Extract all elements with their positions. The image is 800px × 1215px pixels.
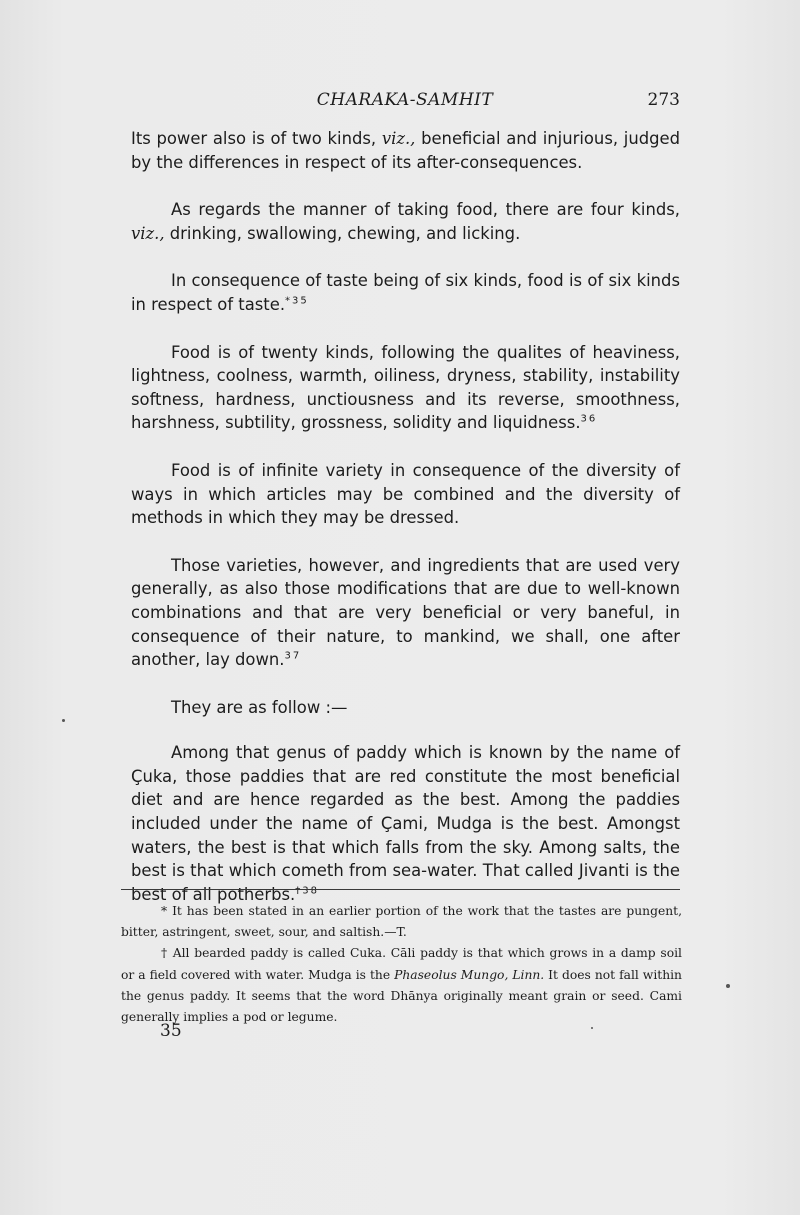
paper-speck xyxy=(62,719,65,722)
paper-speck xyxy=(726,984,730,988)
footnote-1: * It has been stated in an earlier portion of the work that the tastes are pungent, bitter, astringent, sweet, sour, and saltish.—T. xyxy=(121,904,682,940)
paragraph-3: In consequence of taste being of six kinds, food is of six kinds in respect of taste.$^{*35}$ xyxy=(131,271,680,314)
running-head xyxy=(130,90,680,116)
footnote-marker: †38 xyxy=(295,885,319,897)
running-title: CHARAKA-SAMHIT xyxy=(316,90,494,110)
signature-mark: 35 xyxy=(160,1021,182,1041)
section-marker: 36 xyxy=(580,413,598,425)
paragraph-6: Those varieties, however, and ingredients that are used very generally, as also those modifications that are due to well-known combinations and that are very beneficial or very baneful, in consequence of their nature, to mankind, we shall, one after another, lay down.$^{37}$ xyxy=(131,555,680,670)
footnote-divider xyxy=(121,889,680,890)
paragraph-1: Its power also is of two kinds, viz., beneficial and injurious, judged by the differences in respect of its after-consequences. xyxy=(131,129,681,172)
footnote-marker: *35 xyxy=(285,295,309,307)
section-marker: 37 xyxy=(284,650,302,662)
main-text xyxy=(131,127,680,930)
page-number: 273 xyxy=(647,90,680,110)
paragraph-4: Food is of twenty kinds, following the qualites of heaviness, lightness, coolness, warmth, oiliness, dryness, stability, instability softness, hardness, unctiousness and its reverse, smoothness, harshness, subtility, grossness, solidity and liquidness.$^{36}$ xyxy=(131,342,680,433)
paper-speck xyxy=(591,1027,593,1029)
paragraph-2: As regards the manner of taking food, there are four kinds, viz., drinking, swallowing, chewing, and licking. xyxy=(131,200,680,243)
paragraph-5: Food is of infinite variety in consequence of the diversity of ways in which articles may be combined and the diversity of methods in which they may be dressed. xyxy=(131,460,680,528)
footnote-2: † All bearded paddy is called Cuka. Cāli paddy is that which grows in a damp soil or a field covered with water. Mudga is the Phaseolus Mungo, Linn. It does not fall within the genus paddy. It seems that the word Dhānya originally meant grain or seed. Cami generally implies a pod or legume. xyxy=(121,946,682,1025)
paragraph-8: Among that genus of paddy which is known by the name of Çuka, those paddies that are red constitute the most beneficial diet and are hence regarded as the best. Among the paddies included under the name of Çami, Mudga is the best. Amongst waters, the best is that which falls from the sky. Among salts, the best is that which cometh from sea-water. That called Jivanti is the best of all potherbs.$^{\dagger 38}$ xyxy=(131,743,680,904)
footnotes xyxy=(121,901,682,1028)
paragraph-7: They are as follow :— xyxy=(171,697,348,717)
